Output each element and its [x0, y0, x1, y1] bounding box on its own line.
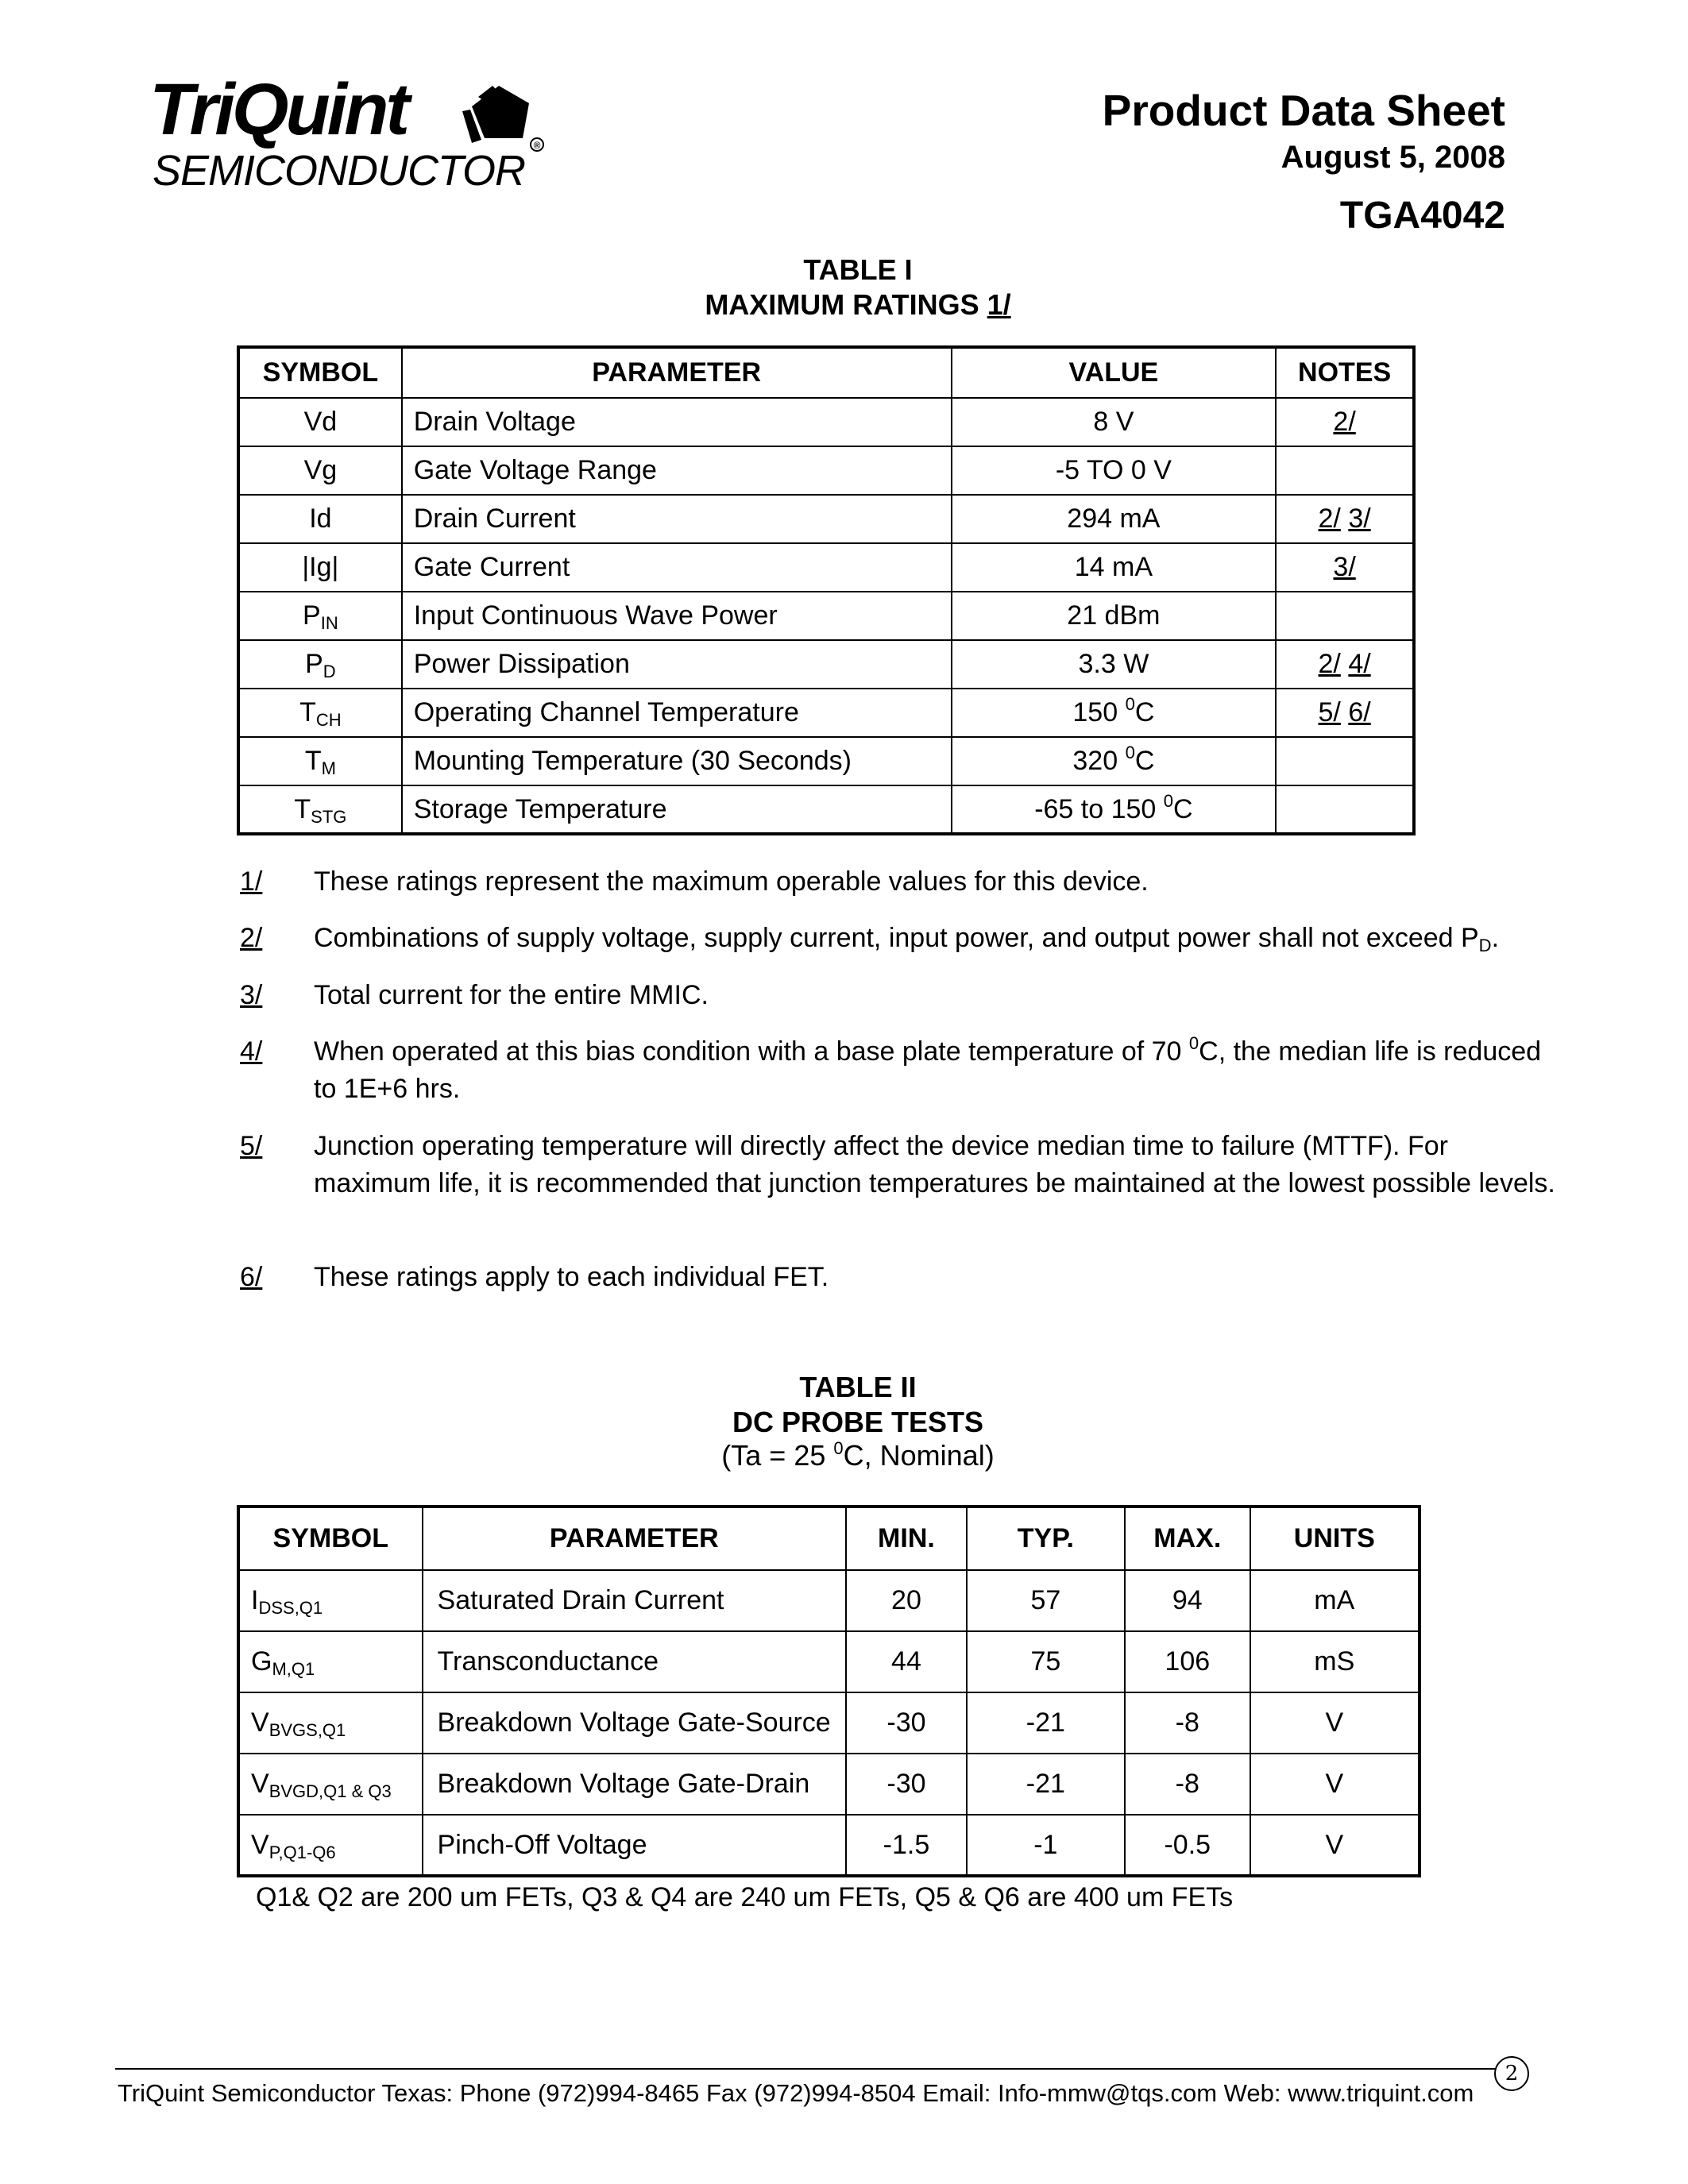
- cell-value: 14 mA: [952, 543, 1277, 592]
- cell-min: 20: [846, 1570, 967, 1631]
- table-row: [238, 446, 1414, 495]
- cell-parameter: Gate Current: [402, 543, 952, 592]
- cell-value: -65 to 150 $^0$C: [952, 785, 1277, 834]
- footnote-text: When operated at this bias condition with a base plate temperature of 70 $^0$C, the median life is reduced to 1E+6 hrs.: [314, 1033, 1542, 1104]
- cell-symbol: $T_M$: [238, 737, 402, 785]
- cell-typ: 75: [967, 1631, 1125, 1692]
- col-header-parameter: PARAMETER: [402, 347, 952, 398]
- cell-units: V: [1250, 1754, 1420, 1815]
- cell-symbol: $P_D$: [238, 640, 402, 689]
- footnote-number: 4/: [240, 1036, 263, 1067]
- table-row: [238, 640, 1414, 689]
- table-row: [238, 592, 1414, 640]
- cell-max: -8: [1125, 1692, 1250, 1754]
- table-row: [238, 398, 1414, 446]
- cell-parameter: Input Continuous Wave Power: [402, 592, 952, 640]
- cell-notes: 2/ 4/: [1276, 640, 1414, 689]
- footnote-text: Combinations of supply voltage, supply current, input power, and output power shall not exceed $P_D$.: [314, 923, 1500, 955]
- table-row: [238, 495, 1414, 543]
- cell-symbol: |Ig|: [238, 543, 402, 592]
- table-row: [238, 737, 1414, 785]
- cell-symbol: $T_{CH}$: [238, 689, 402, 737]
- footnote-number: 3/: [240, 980, 263, 1010]
- dc-probe-tests-table: [237, 1505, 1421, 1877]
- footnote-number: 2/: [240, 923, 263, 953]
- cell-value: 21 dBm: [952, 592, 1277, 640]
- table-row: [238, 785, 1414, 834]
- cell-symbol: $G_{M,Q1}$: [238, 1631, 423, 1692]
- cell-symbol: $T_{STG}$: [238, 785, 402, 834]
- cell-parameter: Power Dissipation: [402, 640, 952, 689]
- footer-contact: TriQuint Semiconductor Texas: Phone (972)994-8465 Fax (972)994-8504 Email: Info-mmw@tqs.com Web: www.triquint.com: [118, 2079, 1474, 2107]
- table1-label: TABLE I: [803, 253, 913, 286]
- cell-notes: 3/: [1276, 543, 1414, 592]
- table-row: [238, 1754, 1420, 1815]
- cell-max: 94: [1125, 1570, 1250, 1631]
- table-row: [238, 543, 1414, 592]
- cell-max: 106: [1125, 1631, 1250, 1692]
- cell-typ: -21: [967, 1692, 1125, 1754]
- cell-value: 294 mA: [952, 495, 1277, 543]
- cell-symbol: $V_{P,Q1-Q6}$: [238, 1815, 423, 1876]
- table1-title-note: 1/: [987, 288, 1011, 321]
- col-header-min: MIN.: [846, 1507, 967, 1570]
- cell-typ: 57: [967, 1570, 1125, 1631]
- cell-symbol: $V_{BVGD,Q1 \& Q3}$: [238, 1754, 423, 1815]
- part-number: TGA4042: [1339, 195, 1505, 237]
- cell-symbol: Id: [238, 495, 402, 543]
- document-date: August 5, 2008: [1280, 140, 1505, 175]
- footnote-number: 5/: [240, 1131, 263, 1161]
- table1-title: MAXIMUM RATINGS 1/: [705, 288, 1011, 321]
- cell-symbol: Vd: [238, 398, 402, 446]
- cell-min: -30: [846, 1754, 967, 1815]
- footer-divider: [115, 2068, 1505, 2070]
- cell-notes: 5/ 6/: [1276, 689, 1414, 737]
- cell-parameter: Drain Current: [402, 495, 952, 543]
- cell-parameter: Pinch-Off Voltage: [423, 1815, 847, 1876]
- footnote-text: Junction operating temperature will directly affect the device median time to failure (MTTF). For maximum life, it is recommended that junction temperatures be maintained at the lowest possible levels.: [314, 1131, 1555, 1198]
- table2-footnote: Q1& Q2 are 200 um FETs, Q3 & Q4 are 240 um FETs, Q5 & Q6 are 400 um FETs: [256, 1882, 1234, 1912]
- footnote-text: Total current for the entire MMIC.: [314, 980, 709, 1010]
- cell-parameter: Transconductance: [423, 1631, 847, 1692]
- col-header-symbol: SYMBOL: [238, 347, 402, 398]
- cell-notes: [1276, 737, 1414, 785]
- cell-parameter: Storage Temperature: [402, 785, 952, 834]
- col-header-typ: TYP.: [967, 1507, 1125, 1570]
- page-number: 2: [1494, 2056, 1529, 2091]
- table2-title: DC PROBE TESTS: [732, 1406, 984, 1438]
- cell-units: V: [1250, 1692, 1420, 1754]
- table2-label: TABLE II: [799, 1371, 917, 1403]
- cell-notes: [1276, 592, 1414, 640]
- cell-value: 3.3 W: [952, 640, 1277, 689]
- brand-logo-division: SEMICONDUCTOR: [153, 147, 526, 195]
- cell-value: -5 TO 0 V: [952, 446, 1277, 495]
- cell-max: -8: [1125, 1754, 1250, 1815]
- cell-value: 8 V: [952, 398, 1277, 446]
- cell-value: 320 $^0$C: [952, 737, 1277, 785]
- col-header-notes: NOTES: [1276, 347, 1414, 398]
- cell-typ: -21: [967, 1754, 1125, 1815]
- cell-min: -1.5: [846, 1815, 967, 1876]
- table-row: [238, 1570, 1420, 1631]
- cell-notes: [1276, 785, 1414, 834]
- registered-mark: ®: [533, 140, 541, 151]
- col-header-symbol: SYMBOL: [238, 1507, 423, 1570]
- cell-max: -0.5: [1125, 1815, 1250, 1876]
- cell-symbol: Vg: [238, 446, 402, 495]
- cell-parameter: Mounting Temperature (30 Seconds): [402, 737, 952, 785]
- cell-value: 150 $^0$C: [952, 689, 1277, 737]
- cell-parameter: Breakdown Voltage Gate-Drain: [423, 1754, 847, 1815]
- col-header-max: MAX.: [1125, 1507, 1250, 1570]
- cell-min: -30: [846, 1692, 967, 1754]
- col-header-units: UNITS: [1250, 1507, 1420, 1570]
- document-title: Product Data Sheet: [1102, 86, 1505, 135]
- table-row: [238, 1815, 1420, 1876]
- table-row: [238, 1631, 1420, 1692]
- cell-symbol: $I_{DSS,Q1}$: [238, 1570, 423, 1631]
- cell-notes: [1276, 446, 1414, 495]
- cell-parameter: Breakdown Voltage Gate-Source: [423, 1692, 847, 1754]
- cell-parameter: Saturated Drain Current: [423, 1570, 847, 1631]
- col-header-parameter: PARAMETER: [423, 1507, 847, 1570]
- table-row: [238, 689, 1414, 737]
- cell-parameter: Operating Channel Temperature: [402, 689, 952, 737]
- cell-units: V: [1250, 1815, 1420, 1876]
- brand-logo-name: TriQuint: [149, 69, 408, 150]
- maximum-ratings-table: [237, 345, 1416, 835]
- footnote-text: These ratings represent the maximum operable values for this device.: [314, 866, 1149, 897]
- table2-condition: (Ta = 25 $^0$C, Nominal): [721, 1438, 995, 1472]
- col-header-value: VALUE: [952, 347, 1277, 398]
- cell-notes: 2/ 3/: [1276, 495, 1414, 543]
- cell-parameter: Gate Voltage Range: [402, 446, 952, 495]
- footnote-number: 1/: [240, 866, 263, 897]
- cell-typ: -1: [967, 1815, 1125, 1876]
- cell-units: mS: [1250, 1631, 1420, 1692]
- table-row: [238, 1692, 1420, 1754]
- cell-notes: 2/: [1276, 398, 1414, 446]
- footnote-text: These ratings apply to each individual FET.: [314, 1262, 829, 1292]
- cell-min: 44: [846, 1631, 967, 1692]
- cell-units: mA: [1250, 1570, 1420, 1631]
- cell-symbol: $V_{BVGS,Q1}$: [238, 1692, 423, 1754]
- footnote-number: 6/: [240, 1262, 263, 1292]
- cell-symbol: $P_{IN}$: [238, 592, 402, 640]
- cell-parameter: Drain Voltage: [402, 398, 952, 446]
